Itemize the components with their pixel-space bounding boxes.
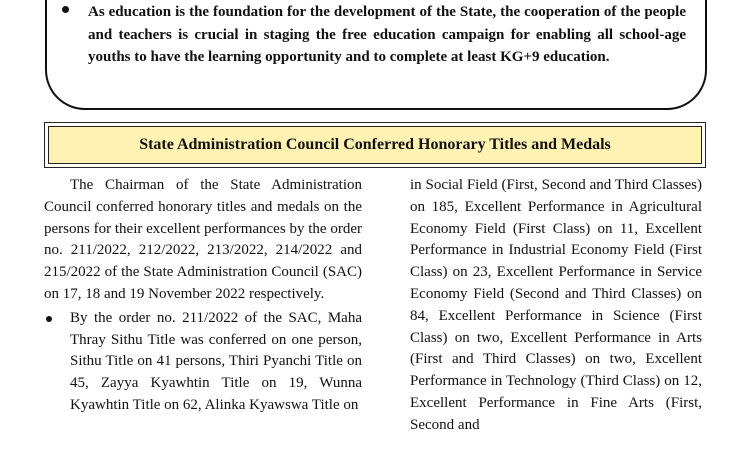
right-column-text: in Social Field (First, Second and Third Classes) on 185, Excellent Performance in Agricultural Economy Field (First Class) on 11, Excellent Performance in Industrial Economy Field (First Class) on 23, Excellent Performance in Service Economy Field (Second and Third Classes) on 84, Excellent Performance in Science (First Class) on two, Excellent Performance in Arts (First and Third Classes) on two, Excellent Performance in Technology (Third Class) on 12, Excellent Performance in Fine Arts (First, Second and (410, 177, 702, 433)
section-heading-bar (44, 122, 706, 168)
intro-paragraph: The Chairman of the State Administration Council conferred honorary titles and medals on the persons for their excellent performances by the order no. 211/2022, 212/2022, 213/2022, 214/2022 and 215/2022 of the State Administration Council (SAC) on 17, 18 and 19 November 2022 respectively. (44, 177, 362, 302)
left-column (44, 175, 362, 417)
education-bullet-text: As education is the foundation for the development of the State, the cooperation of the people and teachers is crucial in staging the free education campaign for enabling all school-age youths to have the learning opportunity and to complete at least KG+9 education. (88, 4, 686, 65)
section-heading: State Administration Council Conferred Honorary Titles and Medals (139, 136, 611, 153)
bullet-icon (46, 316, 52, 322)
order-211-text: By the order no. 211/2022 of the SAC, Maha Thray Sithu Title was conferred on one person, Sithu Title on 41 persons, Thiri Pyanchi Title on 45, Zayya Kyawhtin Title on 19, Wunna Kyawhtin Title on 62, Alinka Kyawswa Title on (70, 309, 362, 413)
bullet-icon (62, 6, 69, 13)
order-211-bullet (44, 308, 362, 417)
